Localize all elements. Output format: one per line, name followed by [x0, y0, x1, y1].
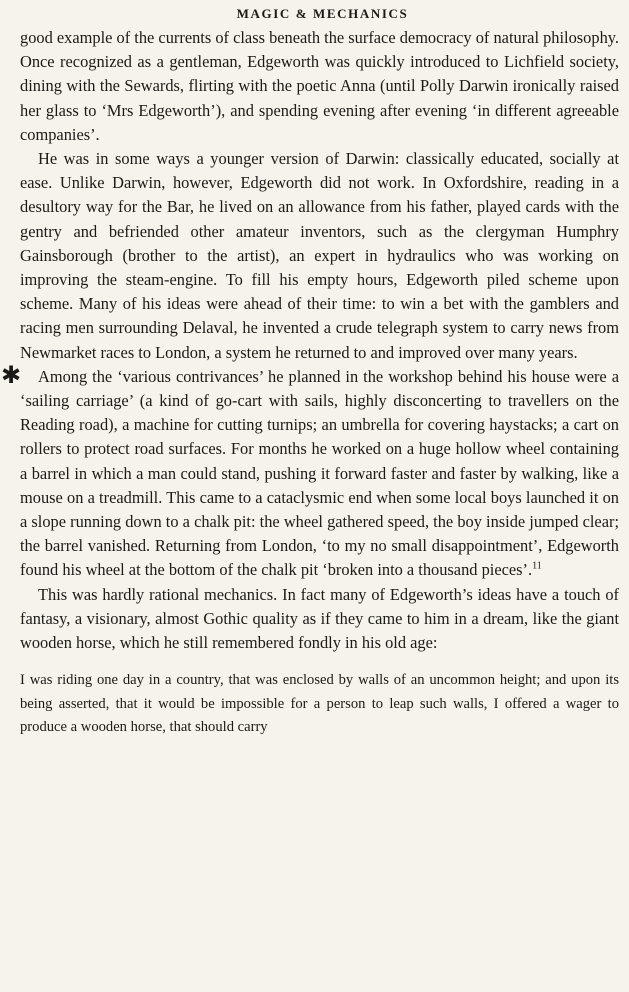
asterisk-margin-mark-icon: ✱ — [1, 360, 22, 389]
paragraph-4: This was hardly rational mechanics. In fact many of Edgeworth’s ideas have a touch of fantasy, a visionary, almost Gothic quality as if they came to him in a dream, like the giant wooden horse, which he still remembered fondly in his old age: — [20, 584, 619, 653]
paragraph-3-text: Among the ‘various contrivances’ he planned in the workshop behind his house were a ‘sailing carriage’ (a kind of go-cart with sails, highly disconcerting to travellers on the Reading road), a machine for cutting turnips; an umbrella for covering haystacks; a cart on rollers to protect road surfaces. For months he worked on a huge hollow wheel containing a barrel in which a man could stand, pushing it forward faster and faster by walking, like a mouse on a treadmill. This came to a cataclysmic end when some local boys launched it on a slope running down to a chalk pit: the wheel gathered speed, the boy inside jumped clear; the barrel vanished. Returning from London, ‘to my no small disappointment’, Edgeworth found his wheel at the bottom of the chalk pit ‘broken into a thousand pieces’. — [20, 366, 619, 580]
footnote-reference: 11 — [532, 561, 542, 572]
paragraph-2: He was in some ways a younger version of Darwin: classically educated, socially at ease. Unlike Darwin, however, Edgeworth did not work. In Oxfordshire, reading in a desultory way for the Bar, he lived on an allowance from his father, played cards with the gentry and befriended other amateur inventors, such as the clergyman Humphry Gainsborough (brother to the artist), an expert in hydraulics who was working on improving the steam-engine. To fill his empty hours, Edgeworth piled scheme upon scheme. Many of his ideas were ahead of their time: to win a bet with the gamblers and racing men surrounding Delaval, he invented a crude telegraph system to carry news from Newmarket races to London, a system he returned to and improved over many years. — [20, 149, 619, 362]
block-quote: I was riding one day in a country, that was enclosed by walls of an uncommon height; and upon its being asserted, that it would be impossible for a person to leap such walls, I offered a wager to produce a wooden horse, that should carry — [20, 672, 619, 736]
paragraph-3-block — [1, 360, 619, 583]
paragraph-1: good example of the currents of class beneath the surface democracy of natural philosophy. Once recognized as a gentleman, Edgeworth was quickly introduced to Lichfield society, dining with the Sewards, flirting with the poetic Anna (until Polly Darwin ironically raised her glass to ‘Mrs Edgeworth’), and spending evening after evening ‘in different agreeable companies’. — [20, 28, 619, 144]
running-head: MAGIC & MECHANICS — [236, 6, 409, 21]
paragraph-3 — [20, 365, 619, 583]
